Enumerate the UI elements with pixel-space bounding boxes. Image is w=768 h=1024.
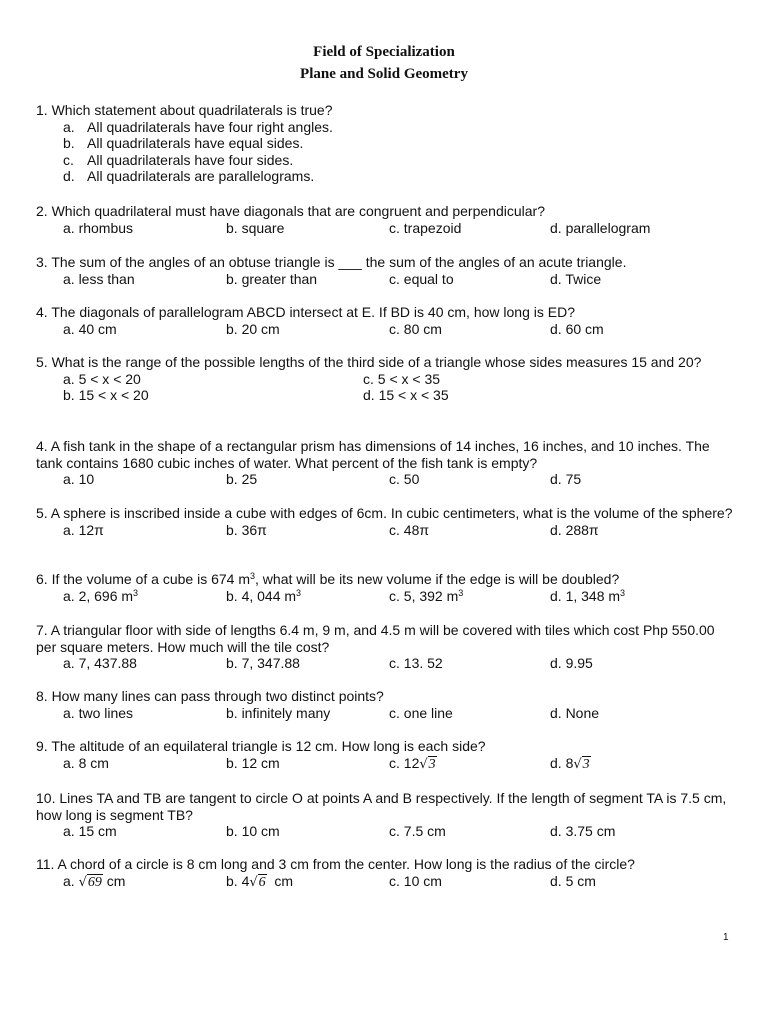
option-c: c. equal to (389, 270, 454, 287)
document-subtitle: Plane and Solid Geometry (300, 66, 468, 82)
option-d: d. 8√3 (550, 754, 590, 772)
option-a: a. 7, 437.88 (63, 655, 137, 671)
question-stem: 8. How many lines can pass through two distinct points? (36, 688, 384, 704)
option-b: b. 36π (226, 521, 267, 538)
question-fish-tank (36, 438, 736, 488)
document-title: Field of Specialization (313, 44, 455, 60)
question-stem: 5. A sphere is inscribed inside a cube with edges of 6cm. In cubic centimeters, what is the volume of the sphere? (36, 505, 733, 521)
question-1 (36, 102, 736, 185)
page-number: 1 (723, 932, 729, 943)
option-d: d. 3.75 cm (550, 823, 616, 839)
option-b: b. square (226, 219, 285, 236)
option-a: a. 40 cm (63, 320, 117, 337)
option-b: b. 20 cm (226, 320, 280, 337)
option-d: d. 9.95 (550, 655, 593, 671)
question-11 (36, 856, 736, 889)
option-b: b. 25 (226, 471, 258, 487)
option-d: d. 75 (550, 471, 582, 487)
question-stem: 5. What is the range of the possible lengths of the third side of a triangle whose sides measures 15 and 20? (36, 354, 702, 370)
option-d: d. 5 cm (550, 872, 596, 889)
question-10 (36, 790, 736, 840)
question-stem: 4. The diagonals of parallelogram ABCD intersect at E. If BD is 40 cm, how long is ED? (36, 304, 575, 320)
question-9 (36, 738, 736, 771)
option-c: c. 80 cm (389, 320, 442, 337)
option-b: b. All quadrilaterals have equal sides. (63, 135, 304, 151)
question-6 (36, 571, 736, 604)
option-d: d. None (550, 704, 600, 721)
question-2 (36, 203, 736, 236)
option-a: a. two lines (63, 704, 134, 721)
question-5 (36, 354, 736, 404)
option-a: a. All quadrilaterals have four right angles. (63, 118, 333, 135)
option-c: c. 7.5 cm (389, 823, 446, 839)
option-b: b. 4, 044 $m^3$ (226, 587, 302, 604)
option-d: d. Twice (550, 270, 602, 287)
option-a: a. 10 (63, 471, 95, 487)
option-c: c. 48π (389, 521, 430, 538)
option-a: a. 8 cm (63, 754, 109, 771)
question-stem: 10. Lines TA and TB are tangent to circle O at points A and B respectively. If the length of segment TA is 7.5 cm, how long is segment TB? (36, 790, 727, 823)
option-c: c. 10 cm (389, 872, 442, 889)
option-a: a. 12π (63, 521, 104, 538)
option-b: b. 12 cm (226, 754, 280, 771)
option-a: a. 15 cm (63, 823, 117, 839)
question-7 (36, 622, 736, 672)
option-d: d. 1, 348 $m^3$ (550, 587, 626, 604)
question-8 (36, 688, 736, 721)
option-b: b. greater than (226, 270, 318, 287)
question-stem: 1. Which statement about quadrilaterals is true? (36, 102, 333, 118)
option-c: c. 5 < x < 35 (363, 370, 441, 387)
option-a: a. rhombus (63, 219, 134, 236)
option-d: d. 15 < x < 35 (363, 387, 449, 403)
option-a: a. √69 cm (63, 872, 126, 890)
question-4 (36, 304, 736, 337)
option-c: c. 13. 52 (389, 655, 443, 671)
option-b: b. 10 cm (226, 823, 280, 839)
question-stem: 4. A fish tank in the shape of a rectangular prism has dimensions of 14 inches, 16 inches, and 10 inches. The tank contains 1680 cubic inches of water. What percent of the fish tank is empty? (36, 438, 710, 471)
square-root-icon: √3 (573, 756, 590, 772)
option-d: d. 288π (550, 521, 599, 538)
option-c: c. 5, 392 $m^3$ (389, 587, 464, 604)
square-root-icon: √6 (249, 874, 266, 890)
question-stem: 6. If the volume of a cube is 674 $m^3$, what will be its new volume if the edge is will be doubled? (36, 571, 620, 587)
option-b: b. 4√6 cm (226, 872, 294, 890)
option-c: c. 50 (389, 471, 420, 487)
option-a: a. 2, 696 $m^3$ (63, 587, 139, 604)
option-c: c. trapezoid (389, 219, 462, 236)
option-d: d. 60 cm (550, 320, 604, 337)
option-d: d. All quadrilaterals are parallelograms. (63, 168, 315, 184)
option-b: b. 7, 347.88 (226, 655, 300, 671)
question-stem: 9. The altitude of an equilateral triangle is 12 cm. How long is each side? (36, 738, 486, 754)
option-b: b. infinitely many (226, 704, 331, 721)
option-a: a. less than (63, 270, 135, 287)
option-c: c. one line (389, 704, 453, 721)
option-b: b. 15 < x < 20 (63, 387, 149, 403)
option-a: a. 5 < x < 20 (63, 370, 141, 387)
question-stem: 2. Which quadrilateral must have diagonals that are congruent and perpendicular? (36, 203, 545, 219)
square-root-icon: √69 (78, 874, 102, 890)
option-c: c. 12√3 (389, 754, 436, 772)
option-d: d. parallelogram (550, 219, 651, 236)
question-3 (36, 254, 736, 287)
question-stem: 3. The sum of the angles of an obtuse triangle is ___ the sum of the angles of an acute triangle. (36, 254, 627, 270)
question-stem: 11. A chord of a circle is 8 cm long and 3 cm from the center. How long is the radius of the circle? (36, 856, 635, 872)
option-c: c. All quadrilaterals have four sides. (63, 151, 294, 168)
square-root-icon: √3 (419, 756, 436, 772)
question-sphere (36, 505, 736, 538)
question-stem: 7. A triangular floor with side of lengths 6.4 m, 9 m, and 4.5 m will be covered with tiles which cost Php 550.00 per square meters. How much will the tile cost? (36, 622, 715, 655)
